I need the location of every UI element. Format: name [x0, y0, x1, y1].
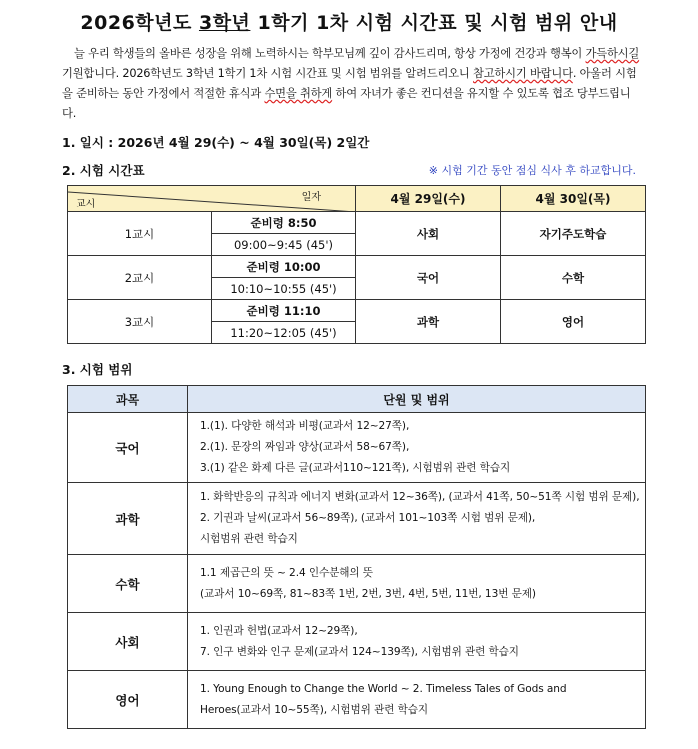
exam-subject: 사회 [356, 212, 501, 256]
exam-time: 10:10~10:55 (45') [212, 278, 356, 300]
ready-call: 준비령 10:00 [212, 256, 356, 278]
range-detail [188, 555, 646, 613]
section-range-title: 3. 시험 범위 [62, 362, 133, 377]
section-schedule-title: 2. 시험 시간표 [62, 163, 145, 178]
range-subject: 사회 [68, 613, 188, 671]
exam-time: 09:00~9:45 (45') [212, 234, 356, 256]
schedule-table [67, 185, 646, 344]
lunch-note: ※ 시험 기간 동안 점심 식사 후 하교합니다. [428, 164, 636, 177]
range-line: 시험범위 관련 학습지 [200, 533, 298, 545]
schedule-corner-cell [68, 186, 356, 212]
exam-subject: 영어 [501, 300, 646, 344]
range-line: 1. Young Enough to Change the World ~ 2. Timeless Tales of Gods and [200, 682, 567, 695]
ready-call: 준비령 11:10 [212, 300, 356, 322]
period-label: 1교시 [68, 212, 212, 256]
range-line: 1.(1). 다양한 해석과 비평(교과서 12~27쪽), [200, 420, 410, 432]
range-line: 3.(1) 같은 화제 다른 글(교과서110~121쪽), 시험범위 관련 학습지 [200, 462, 511, 474]
range-line: 1.1 제곱근의 뜻 ~ 2.4 인수분해의 뜻 [200, 566, 373, 579]
range-header-subject: 과목 [68, 386, 188, 413]
corner-date-label: 일자 [301, 192, 321, 203]
exam-subject: 자기주도학습 [501, 212, 646, 256]
intro-paragraph: 늘 우리 학생들의 올바른 성장을 위해 노력하시는 학부모님께 깊이 감사드리며, 항상 가정에 건강과 행복이 가득하시길 기원합니다. 2026학년도 3학년 1학기 1차 시험 시간표 및 시험 범위를 알려드리오니 참고하시기 바랍니다. 아울러 시험을 준비하는 동안 가정에서 적절한 휴식과 수면을 취하게 하여 자녀가 좋은 컨디션을 유지할 수 있도록 협조 당부드립니다. [62, 47, 640, 120]
range-subject: 과학 [68, 483, 188, 555]
range-detail [188, 671, 646, 729]
range-table [67, 385, 646, 729]
range-subject: 수학 [68, 555, 188, 613]
range-line: 7. 인구 변화와 인구 문제(교과서 124~139쪽), 시험범위 관련 학습지 [200, 645, 519, 658]
section-date: 1. 일시 : 2026년 4월 29(수) ~ 4월 30일(목) 2일간 [62, 135, 370, 150]
range-line: (교과서 10~69쪽, 81~83쪽 1번, 2번, 3번, 4번, 5번, 11번, 13번 문제) [200, 587, 536, 600]
range-detail [188, 613, 646, 671]
exam-time: 11:20~12:05 (45') [212, 322, 356, 344]
exam-subject: 과학 [356, 300, 501, 344]
day-header: 4월 29일(수) [356, 186, 501, 212]
range-line: Heroes(교과서 10~55쪽), 시험범위 관련 학습지 [200, 703, 428, 716]
range-subject: 국어 [68, 413, 188, 483]
day-header: 4월 30일(목) [501, 186, 646, 212]
range-line: 2. 기권과 날씨(교과서 56~89쪽), (교과서 101~103쪽 시험 범위 문제), [200, 512, 536, 524]
range-subject: 영어 [68, 671, 188, 729]
exam-subject: 수학 [501, 256, 646, 300]
period-label: 3교시 [68, 300, 212, 344]
range-line: 1. 인권과 헌법(교과서 12~29쪽), [200, 624, 358, 637]
range-detail [188, 413, 646, 483]
corner-period-label: 교시 [76, 199, 96, 210]
period-label: 2교시 [68, 256, 212, 300]
range-line: 2.(1). 문장의 짜임과 양상(교과서 58~67쪽), [200, 441, 410, 453]
exam-subject: 국어 [356, 256, 501, 300]
page-title: 2026학년도 3학년 1학기 1차 시험 시간표 및 시험 범위 안내 [80, 12, 618, 34]
range-header-detail: 단원 및 범위 [188, 386, 646, 413]
ready-call: 준비령 8:50 [212, 212, 356, 234]
range-detail [188, 483, 646, 555]
range-line: 1. 화학반응의 규칙과 에너지 변화(교과서 12~36쪽), (교과서 41쪽, 50~51쪽 시험 범위 문제), [200, 491, 640, 503]
